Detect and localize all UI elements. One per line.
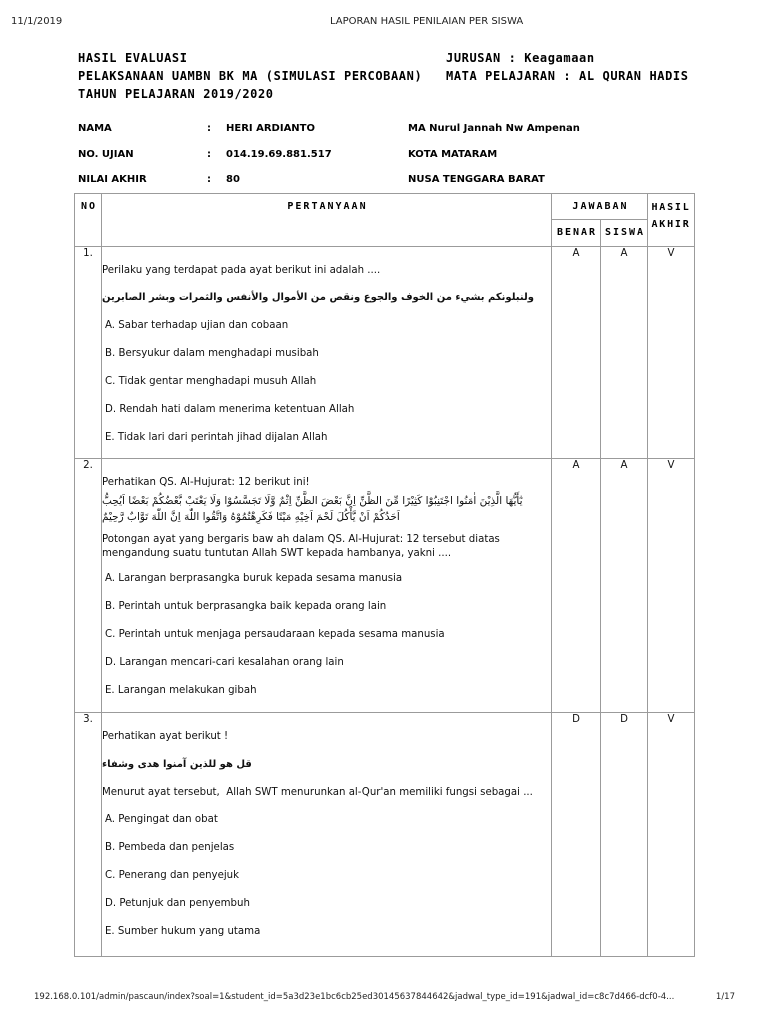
option-d: D. Larangan mencari-cari kesalahan orang lain <box>105 657 344 668</box>
correct-answer: D <box>552 713 601 957</box>
question-cell <box>102 713 552 957</box>
option-d: D. Petunjuk dan penyembuh <box>105 898 250 909</box>
info-separator: : <box>207 149 211 160</box>
correct-answer: A <box>552 247 601 459</box>
option-e: E. Tidak lari dari perintah jihad dijalan Allah <box>105 432 328 443</box>
student-info-row <box>0 173 768 187</box>
school-province: NUSA TENGGARA BARAT <box>408 174 545 185</box>
jurusan-text: JURUSAN : Keagamaan <box>446 51 595 65</box>
school-name: MA Nurul Jannah Nw Ampenan <box>408 123 580 134</box>
question-content <box>102 247 551 458</box>
student-info-row <box>0 122 768 136</box>
table-row <box>75 247 695 459</box>
option-c: C. Penerang dan penyejuk <box>105 870 240 881</box>
student-answer: D <box>601 713 648 957</box>
report-heading-line: TAHUN PELAJARAN 2019/2020 <box>78 87 274 101</box>
correct-answer: A <box>552 459 601 713</box>
question-cell <box>102 459 552 713</box>
print-date: 11/1/2019 <box>11 16 63 27</box>
question-number: 3. <box>75 713 102 957</box>
header-correct: BENAR <box>552 220 601 247</box>
option-b: B. Perintah untuk berprasangka baik kepada orang lain <box>105 601 387 612</box>
header-answer: JAWABAN <box>552 194 648 220</box>
arabic-verse: قل هو للذين آمنوا هدى وشفاء <box>102 759 252 770</box>
info-separator: : <box>207 174 211 185</box>
info-label: NILAI AKHIR <box>78 174 147 185</box>
school-city: KOTA MATARAM <box>408 149 498 160</box>
header-final-result: HASIL AKHIR <box>648 194 695 247</box>
print-footer-url: 192.168.0.101/admin/pascaun/index?soal=1&student_id=5a3d23e1bc6cb25ed30145637844642&jadwal_type_id=191&jadwal_id=c8c7d466-dcf0-4... <box>34 992 675 1002</box>
option-b: B. Bersyukur dalam menghadapi musibah <box>105 348 319 359</box>
option-e: E. Sumber hukum yang utama <box>105 926 261 937</box>
question-prompt: Perhatikan QS. Al-Hujurat: 12 berikut ini! <box>102 477 310 488</box>
final-result: V <box>648 713 695 957</box>
header-question: PERTANYAAN <box>102 194 552 247</box>
report-heading <box>78 49 422 103</box>
student-answer: A <box>601 247 648 459</box>
option-c: C. Perintah untuk menjaga persaudaraan kepada sesama manusia <box>105 629 445 640</box>
table-row <box>75 459 695 713</box>
mata-pelajaran-text: MATA PELAJARAN : AL QURAN HADIS <box>446 69 689 83</box>
info-value: HERI ARDIANTO <box>226 123 315 134</box>
option-a: A. Sabar terhadap ujian dan cobaan <box>105 320 289 331</box>
final-result: V <box>648 247 695 459</box>
table-header-row <box>75 194 695 220</box>
info-label: NO. UJIAN <box>78 149 134 160</box>
question-stem: Potongan ayat yang bergaris baw ah dalam QS. Al-Hujurat: 12 tersebut diatas mengandung suatu tuntutan Allah SWT kepada hambanya, yakni .... <box>102 534 504 559</box>
info-value: 014.19.69.881.517 <box>226 149 332 160</box>
question-stem: Menurut ayat tersebut, Allah SWT menurunkan al-Qur'an memiliki fungsi sebagai ... <box>102 787 533 798</box>
option-b: B. Pembeda dan penjelas <box>105 842 235 853</box>
report-subject-info <box>446 49 689 85</box>
print-page-number: 1/17 <box>715 992 735 1002</box>
question-prompt: Perilaku yang terdapat pada ayat berikut ini adalah .... <box>102 265 381 276</box>
header-student: SISWA <box>601 220 648 247</box>
option-a: A. Pengingat dan obat <box>105 814 218 825</box>
table-row <box>75 713 695 957</box>
student-info-row <box>0 148 768 162</box>
header-no: NO <box>75 194 102 247</box>
arabic-verse: يٰٓأَيُّهَا الَّذِيْنَ اٰمَنُوا اجْتَنِبُوْا كَثِيْرًا مِّنَ الظَّنِّ اِنَّ بَعْضَ الظَّنِّ اِثْمٌ وَّلَا تَجَسَّسُوْا وَلَا يَغْتَبْ بَّعْضُكُمْ بَعْضًا اَيُحِبُّ اَحَدُكُمْ اَنْ يَّأْكُلَ لَحْمَ اَخِيْهِ مَيْتًا فَكَرِهْتُمُوْهُ وَاتَّقُوا اللّٰهَ اِنَّ اللّٰهَ تَوَّابٌ رَّحِيْمٌ <box>102 495 523 523</box>
question-cell <box>102 247 552 459</box>
question-content <box>102 459 551 712</box>
info-separator: : <box>207 123 211 134</box>
question-prompt: Perhatikan ayat berikut ! <box>102 731 229 742</box>
option-d: D. Rendah hati dalam menerima ketentuan Allah <box>105 404 355 415</box>
arabic-verse: ولنبلونكم بشيء من الخوف والجوع ونقص من الأموال والأنفس والثمرات وبشر الصابرين <box>102 292 534 303</box>
report-heading-line: PELAKSANAAN UAMBN BK MA (SIMULASI PERCOBAAN) <box>78 69 423 83</box>
report-heading-line: HASIL EVALUASI <box>78 51 188 65</box>
option-a: A. Larangan berprasangka buruk kepada sesama manusia <box>105 573 403 584</box>
print-page-title: LAPORAN HASIL PENILAIAN PER SISWA <box>330 16 524 27</box>
info-value: 80 <box>226 174 240 185</box>
option-c: C. Tidak gentar menghadapi musuh Allah <box>105 376 317 387</box>
option-e: E. Larangan melakukan gibah <box>105 685 257 696</box>
results-table <box>74 193 695 957</box>
question-number: 2. <box>75 459 102 713</box>
student-answer: A <box>601 459 648 713</box>
question-content <box>102 713 551 956</box>
question-number: 1. <box>75 247 102 459</box>
final-result: V <box>648 459 695 713</box>
info-label: NAMA <box>78 123 112 134</box>
